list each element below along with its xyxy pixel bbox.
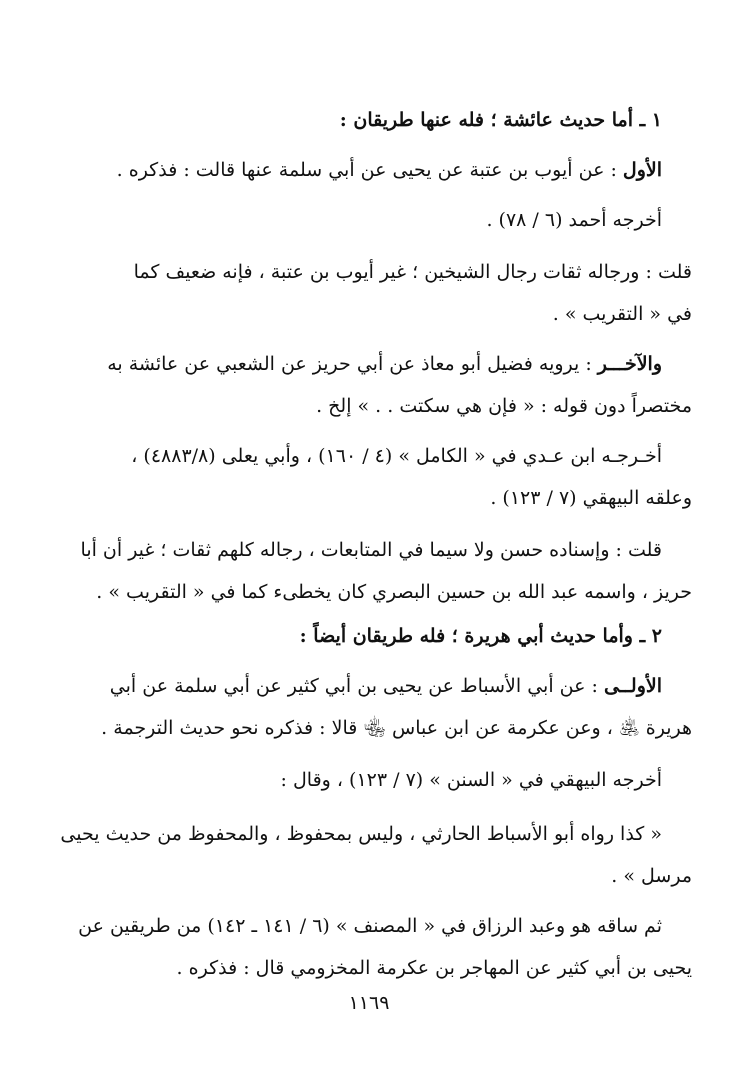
ibn-adi-citation-line-2 — [44, 476, 692, 520]
second-path-line-1 — [44, 342, 692, 386]
section-1-heading — [44, 98, 692, 142]
abu-hurayra-first-line-1 — [44, 664, 692, 708]
second-label: والآخـــر — [597, 353, 662, 375]
citation-text: أخـرجـه ابن عـدي في « الكامل » (٤ / ١٦٠) ، وأبي يعلى (٤٨٨٣/٨) ، — [131, 445, 662, 467]
first-path-paragraph — [44, 148, 692, 192]
quote-text: « كذا رواه أبو الأسباط الحارثي ، وليس بمحفوظ ، والمحفوظ من حديث يحيى — [60, 823, 662, 845]
abu-hurayra-first-line-2 — [44, 706, 692, 750]
first-label: الأولــى — [603, 675, 662, 697]
comment-text: قلت : ورجاله ثقات رجال الشيخين ؛ غير أيوب بن عتبة ، فإنه ضعيف كما — [133, 261, 692, 283]
comment-text: قلت : وإسناده حسن ولا سيما في المتابعات ، رجاله كلهم ثقات ؛ غير أن أبا — [80, 539, 662, 561]
first-path-text: : عن أيوب بن عتبة عن يحيى عن أبي سلمة عنها قالت : فذكره . — [116, 159, 623, 181]
path-text: : عن أبي الأسباط عن يحيى بن أبي كثير عن أبي سلمة عن أبي — [109, 675, 604, 697]
comment-2-line-1 — [44, 528, 692, 572]
section-2-heading — [44, 614, 692, 658]
abd-razzaq-line-2 — [44, 946, 692, 990]
paragraph-text: ثم ساقه هو وعبد الرزاق في « المصنف » (٦ / ١٤١ ـ ١٤٢) من طريقين عن — [78, 915, 662, 937]
comment-1-line-1 — [44, 250, 692, 294]
paragraph-text: يحيى بن أبي كثير عن المهاجر بن عكرمة المخزومي قال : فذكره . — [176, 957, 692, 979]
ibn-adi-citation-line-1 — [44, 434, 692, 478]
abd-razzaq-line-1 — [44, 904, 692, 948]
comment-text: حريز ، واسمه عبد الله بن حسين البصري كان يخطىء كما في « التقريب » . — [96, 581, 692, 603]
bayhaqi-citation — [44, 758, 692, 802]
path-text: هريرة ﵁ ، وعن عكرمة عن ابن عباس ﵄ قالا : فذكره نحو حديث الترجمة . — [101, 717, 692, 739]
citation-text: أخرجه أحمد (٦ / ٧٨) . — [486, 209, 662, 231]
page-number: ١١٦٩ — [348, 992, 390, 1014]
bayhaqi-quote-line-2 — [44, 854, 692, 898]
citation-text: وعلقه البيهقي (٧ / ١٢٣) . — [490, 487, 692, 509]
bayhaqi-quote-line-1 — [44, 812, 692, 856]
heading-text: ٢ ـ وأما حديث أبي هريرة ؛ فله طريقان أيضاً : — [299, 625, 662, 647]
ahmad-citation — [44, 198, 692, 242]
second-path-line-2 — [44, 384, 692, 428]
citation-text: أخرجه البيهقي في « السنن » (٧ / ١٢٣) ، وقال : — [280, 769, 662, 791]
first-label: الأول — [622, 159, 662, 181]
comment-1-line-2 — [44, 292, 692, 336]
quote-text: مرسل » . — [611, 865, 692, 887]
comment-text: في « التقريب » . — [552, 303, 692, 325]
second-path-text: : يرويه فضيل أبو معاذ عن أبي حريز عن الشعبي عن عائشة به — [107, 353, 598, 375]
heading-text: ١ ـ أما حديث عائشة ؛ فله عنها طريقان : — [339, 109, 662, 131]
second-path-text: مختصراً دون قوله : « فإن هي سكتت . . » إلخ . — [316, 395, 692, 417]
comment-2-line-2 — [44, 570, 692, 614]
